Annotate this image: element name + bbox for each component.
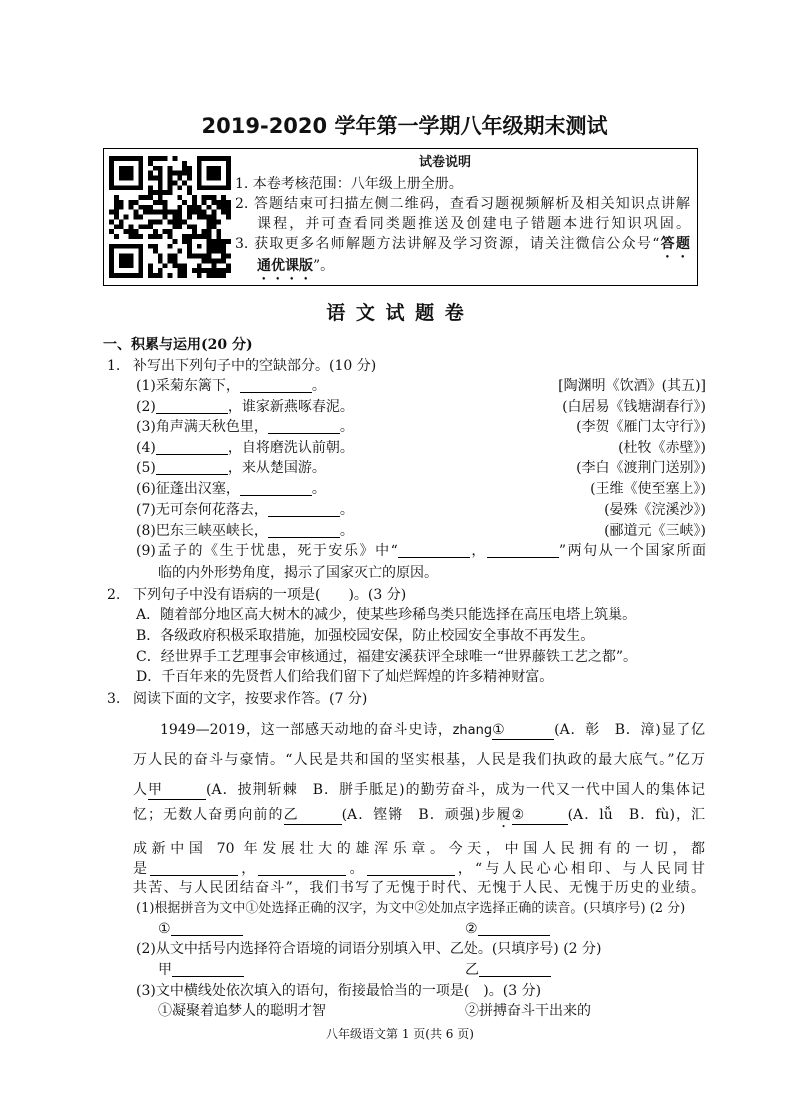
answer-blank [240, 378, 312, 393]
question-stem: 补写出下列句子中的空缺部分。(10 分) [133, 358, 377, 374]
sentence-option-2: ②拼搏奋斗干出来的 [465, 1003, 591, 1019]
item-source: (李贺《雁门太守行》) [576, 419, 706, 435]
answer-blank [487, 543, 559, 558]
q1-item-5 [136, 458, 706, 478]
q1-item-9 [136, 541, 706, 561]
passage-line-2: 万人民的奋斗与豪情。“人民是共和国的坚实根基，人民是我们执政的最大底气。”亿万 [133, 752, 705, 768]
q1-item-3 [136, 417, 706, 437]
notice-item-3-line-2 [257, 256, 334, 276]
answer-blank [171, 921, 243, 936]
item-text-after: 。 [311, 378, 326, 394]
item-text-after: ，来从楚国游。 [227, 460, 326, 476]
q1-item-9-continued: 临的内外形势角度，揭示了国家灭亡的原因。 [158, 565, 438, 581]
answer-blank [156, 460, 228, 475]
item-text-before: (3)角声满天秋色里， [136, 419, 268, 435]
blank-yi: 乙 [284, 807, 342, 825]
q1-item-6 [136, 479, 706, 499]
wechat-account-name-part1: 答题 [659, 236, 690, 252]
q1-item-2 [136, 397, 706, 417]
answer-blank [156, 440, 228, 455]
sub-question-3: (3)文中横线处依次填入的语句，衔接最恰当的一项是( )。(3 分) [136, 983, 542, 999]
answer-blank [150, 861, 238, 876]
page-footer: 八年级语文第 1 页(共 6 页) [326, 1027, 474, 1041]
answer-line [158, 919, 243, 939]
passage-text: 。 [346, 861, 367, 877]
option-a: A．随着部分地区高大树木的减少，使某些珍稀鸟类只能选择在高压电塔上筑巢。 [136, 607, 637, 623]
item-text [136, 479, 326, 499]
item-text-before: (6)征蓬出汉塞， [136, 481, 240, 497]
item-text-before: (7)无可奈何花落去， [136, 502, 268, 518]
item-text-after: 。 [339, 523, 354, 539]
passage-text: (A．铿锵 B．顽强)步 [341, 807, 497, 823]
passage-line-1 [160, 720, 705, 740]
answer-blank [478, 921, 550, 936]
item-text-before: (4) [136, 440, 156, 456]
blank-jia: 甲 [148, 782, 206, 800]
blank-2: ② [512, 807, 568, 825]
notice-item-3-text: 3. 获取更多名师解题方法讲解及学习资源，请关注微信公众号“ [235, 236, 660, 252]
passage-text: (A．lǚ B．fù)，汇 [567, 807, 706, 823]
answer-blank [398, 543, 470, 558]
item-source: (杜牧《赤壁》) [618, 440, 706, 456]
question-number: 3. [107, 691, 121, 707]
item-source: (王维《使至塞上》) [590, 481, 706, 497]
passage-line-5: 成新中国 70 年发展壮大的雄浑乐章。今天，中国人民拥有的一切，都 [133, 841, 705, 857]
item-source: (晏殊《浣溪沙》) [604, 502, 706, 518]
item-text-after: 。 [311, 481, 326, 497]
passage-text: (A．披荆斩棘 B．胼手胝足)的勤劳奋斗，成为一代又一代中国人的集体记 [206, 782, 706, 798]
passage-line-4 [133, 805, 705, 825]
item-text [136, 521, 354, 541]
paper-title: 语 文 试 题 卷 [326, 302, 464, 324]
notice-item-1: 1. 本卷考核范围：八年级上册全册。 [235, 176, 463, 192]
passage-text: 人 [133, 782, 149, 798]
item-text [136, 500, 354, 520]
q1-item-8 [136, 521, 706, 541]
item-text-after: 。 [339, 419, 354, 435]
item-text [136, 376, 326, 396]
answer-blank [240, 481, 312, 496]
item-source: (李白《渡荆门送别》) [576, 460, 706, 476]
section-heading: 一、积累与运用(20 分) [103, 337, 253, 353]
passage-text: 是 [133, 861, 151, 877]
question-stem: 下列句子中没有语病的一项是( )。(3 分) [133, 587, 407, 603]
item-text-before: (1)采菊东篱下， [136, 378, 240, 394]
passage-text: ，“与人民心心相印、与人民同甘 [454, 861, 706, 877]
sub-question-1: (1)根据拼音为文中①处选择正确的汉字，为文中②处加点字选择正确的读音。(只填序号) (2 分) [136, 901, 686, 916]
exam-title: 2019-2020 学年第一学期八年级期末测试 [201, 114, 608, 138]
wechat-account-name-part2: 通优课版 [257, 258, 313, 274]
item-text [136, 397, 354, 417]
item-text [136, 417, 354, 437]
answer-blank [172, 962, 244, 977]
answer-line [158, 960, 244, 980]
answer-blank [268, 502, 340, 517]
blank-1: ① [492, 722, 554, 740]
answer-label: 乙 [465, 962, 479, 978]
answer-line [465, 919, 550, 939]
passage-text: ， [238, 861, 259, 877]
passage-text: (A．彰 B．漳)显了亿 [554, 722, 705, 738]
notice-item-3-end: ”。 [313, 258, 335, 274]
item-text-after: ，谁家新燕啄春泥。 [227, 399, 354, 415]
answer-blank [268, 523, 340, 538]
answer-blank [367, 861, 455, 876]
item-source: (郦道元《三峡》) [604, 523, 706, 539]
item-text-after: 。 [339, 502, 354, 518]
answer-blank [479, 962, 551, 977]
q1-item-1 [136, 376, 706, 396]
notice-item-2-line-2: 课程，并可查看同类题推送及创建电子错题本进行知识巩固。 [257, 216, 690, 232]
notice-item-3-line-1 [235, 234, 690, 254]
passage-line-3 [133, 780, 705, 800]
q1-item-4 [136, 438, 706, 458]
sentence-option-1: ①凝聚着追梦人的聪明才智 [158, 1003, 326, 1019]
notice-heading: 试卷说明 [418, 155, 471, 170]
item-text-after: ”两句从一个国家所面 [558, 543, 706, 559]
passage-line-6 [133, 859, 705, 879]
q1-item-7 [136, 500, 706, 520]
answer-blank [258, 861, 346, 876]
answer-label: ② [465, 921, 478, 937]
sub-question-2: (2)从文中括号内选择符合语境的词语分别填入甲、乙处。(只填序号) (2 分) [136, 941, 602, 957]
item-text-middle: ， [469, 543, 487, 559]
item-text [136, 458, 326, 478]
answer-blank [156, 399, 228, 414]
item-text-before: (2) [136, 399, 156, 415]
item-text [136, 438, 354, 458]
question-number: 1. [107, 358, 121, 374]
notice-item-2-line-1: 2. 答题结束可扫描左侧二维码，查看习题视频解析及相关知识点讲解 [235, 196, 690, 212]
dotted-character: 履 [496, 807, 512, 823]
option-d: D．千百年来的先贤哲人们给我们留下了灿烂辉煌的许多精神财富。 [136, 669, 554, 685]
item-text-after: ，自将磨洗认前朝。 [227, 440, 354, 456]
answer-label: ① [158, 921, 171, 937]
question-stem: 阅读下面的文字，按要求作答。(7 分) [133, 691, 368, 707]
passage-line-7: 共苦、与人民团结奋斗”，我们书写了无愧于时代、无愧于人民、无愧于历史的业绩。 [133, 880, 705, 896]
answer-blank [268, 419, 340, 434]
question-number: 2. [107, 587, 121, 603]
item-source: [陶渊明《饮酒》(其五)] [558, 378, 706, 394]
option-c: C．经世界手工艺理事会审核通过，福建安溪获评全球唯一“世界藤铁工艺之都”。 [136, 649, 638, 665]
passage-text: 忆；无数人奋勇向前的 [133, 807, 284, 823]
passage-text: 1949—2019，这一部感天动地的奋斗史诗， [160, 722, 453, 738]
pinyin: zhang [452, 723, 493, 738]
answer-line [465, 960, 551, 980]
answer-label: 甲 [158, 962, 172, 978]
item-text-before: (5) [136, 460, 156, 476]
item-source: (白居易《钱塘湖春行》) [562, 399, 706, 415]
item-text-before: (8)巴东三峡巫峡长， [136, 523, 268, 539]
item-text-before: (9)孟子的《生于忧患，死于安乐》中“ [136, 543, 398, 559]
qr-code-icon [109, 156, 231, 278]
option-b: B．各级政府积极采取措施，加强校园安保，防止校园安全事故不再发生。 [136, 628, 595, 644]
